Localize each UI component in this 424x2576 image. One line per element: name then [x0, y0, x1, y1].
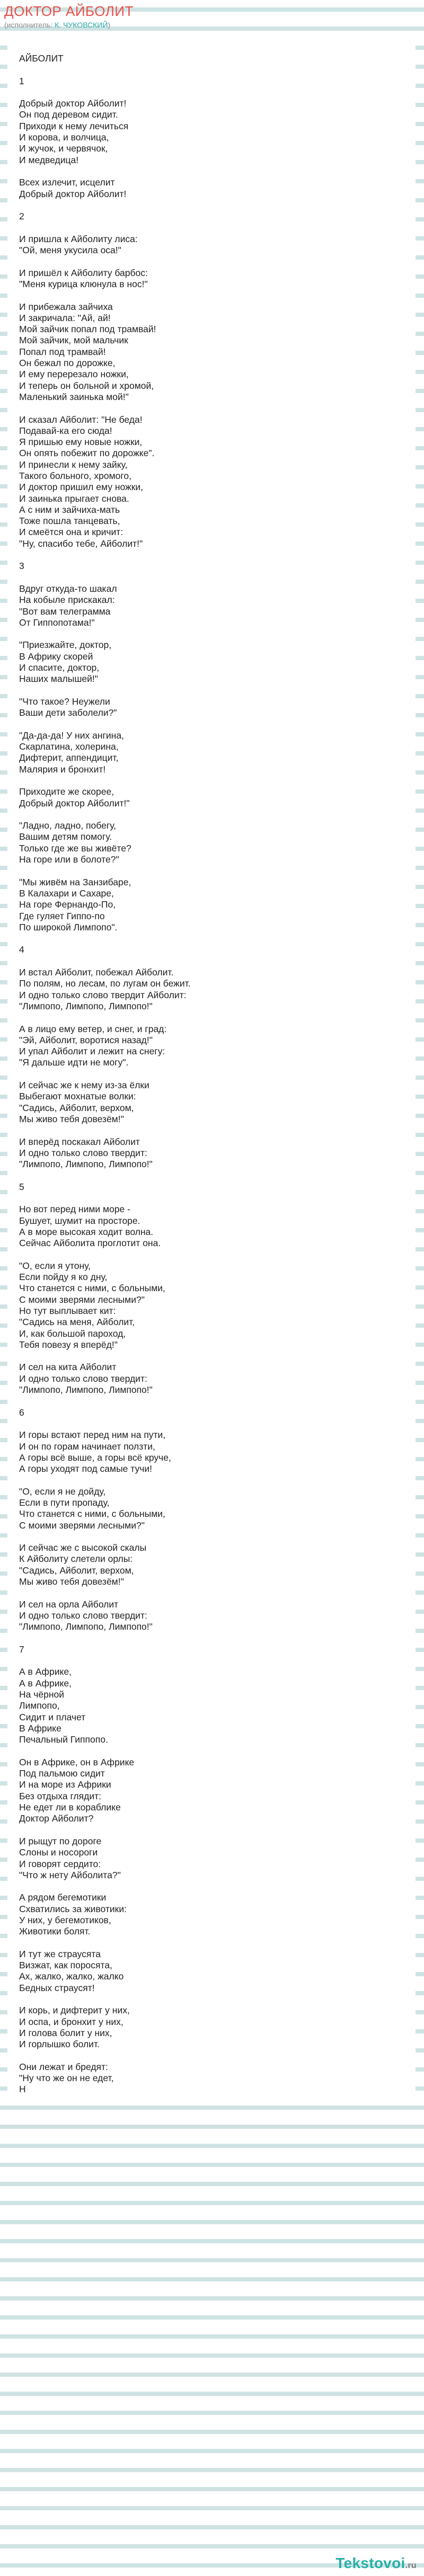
site-logo[interactable] [335, 2555, 417, 2572]
site-logo-main: Tekstovoi [335, 2555, 405, 2571]
page-header [4, 3, 134, 29]
lyrics-text: АЙБОЛИТ 1 Добрый доктор Айболит! Он под деревом сидит. Приходи к нему лечиться И корова, и волчица, И жучок, и червячок, И медведица! Всех излечит, исцелит Добрый доктор Айболит! 2 И пришла к Айболиту лиса: "Ой, меня укусила оса!" И пришёл к Айболиту барбос: "Меня курица клюнула в нос!" И прибежала зайчиха И закричала: "Ай, ай! Мой зайчик попал под трамвай! Мой зайчик, мой мальчик Попал под трамвай! Он бежал по дорожке, И ему перерезало ножки, И теперь он больной и хромой, Маленький заинька мой!" И сказал Айболит: "Не беда! Подавай-ка его сюда! Я пришью ему новые ножки, Он опять побежит по дорожке". И принесли к нему зайку, Такого больного, хромого, И доктор пришил ему ножки, И заинька прыгает снова. А с ним и зайчиха-мать Тоже пошла танцевать, И смеётся она и кричит: "Ну, спасибо тебе, Айболит!" 3 Вдруг откуда-то шакал На кобыле прискакал: "Вот вам телеграмма От Гиппопотама!" "Приезжайте, доктор, В Африку скорей И спасите, доктор, Наших малышей!" "Что такое? Неужели Ваши дети заболели?" "Да-да-да! У них ангина, Скарлатина, холерина, Дифтерит, аппендицит, Малярия и бронхит! Приходите же скорее, Добрый доктор Айболит!" "Ладно, ладно, побегу, Вашим детям помогу. Только где же вы живёте? На горе или в болоте?" "Мы живём на Занзибаре, В Калахари и Сахаре, На горе Фернандо-По, Где гуляет Гиппо-по По широкой Лимпопо". 4 И встал Айболит, побежал Айболит. По полям, но лесам, по лугам он бежит. И одно только слово твердит Айболит: "Лимпопо, Лимпопо, Лимпопо!" А в лицо ему ветер, и снег, и град: "Эй, Айболит, воротися назад!" И упал Айболит и лежит на снегу: "Я дальше идти не могу". И сейчас же к нему из-за ёлки Выбегают мохнатые волки: "Садись, Айболит, верхом, Мы живо тебя довезём!" И вперёд поскакал Айболит И одно только слово твердит: "Лимпопо, Лимпопо, Лимпопо!" 5 Но вот перед ними море - Бушует, шумит на просторе. А в море высокая ходит волна. Сейчас Айболита проглотит она. "О, если я утону, Если пойду я ко дну, Что станется с ними, с больными, С моими зверями лесными?" Но тут выплывает кит: "Садись на меня, Айболит, И, как большой пароход, Тебя повезу я вперёд!" И сел на кита Айболит И одно только слово твердит: "Лимпопо, Лимпопо, Лимпопо!" 6 И горы встают перед ним на пути, И он по горам начинает ползти, А горы всё выше, а горы всё круче, А горы уходят под самые тучи! "О, если я не дойду, Если в пути пропаду, Что станется с ними, с больными, С моими зверями лесными?" И сейчас же с высокой скалы К Айболиту слетели орлы: "Садись, Айболит, верхом, Мы живо тебя довезём!" И сел на орла Айболит И одно только слово твердит: "Лимпопо, Лимпопо, Лимпопо!" 7 А в Африке, А в Африке, На чёрной Лимпопо, Сидит и плачет В Африке Печальный Гиппопо. Он в Африке, он в Африке Под пальмою сидит И на море из Африки Без отдыха глядит: Не едет ли в кораблике Доктор Айболит? И рыщут по дороге Слоны и носороги И говорят сердито: "Что ж нету Айболита?" А рядом бегемотики Схватились за животики: У них, у бегемотиков, Животики болят. И тут же страусята Визжат, как поросята, Ах, жалко, жалко, жалко Бедных страусят! И корь, и дифтерит у них, И оспа, и бронхит у них, И голова болит у них, И горлышко болит. Они лежат и бредят: "Ну что же он не едет, Н [19, 53, 191, 2095]
performer-line [4, 21, 134, 29]
song-title: ДОКТОР АЙБОЛИТ [4, 3, 134, 19]
performer-suffix: ) [108, 21, 111, 29]
performer-prefix: (исполнитель: [4, 21, 55, 29]
lyrics-panel [7, 45, 416, 2101]
performer-link[interactable]: К. ЧУКОВСКИЙ [55, 21, 108, 29]
site-logo-tld: .ru [405, 2561, 417, 2570]
